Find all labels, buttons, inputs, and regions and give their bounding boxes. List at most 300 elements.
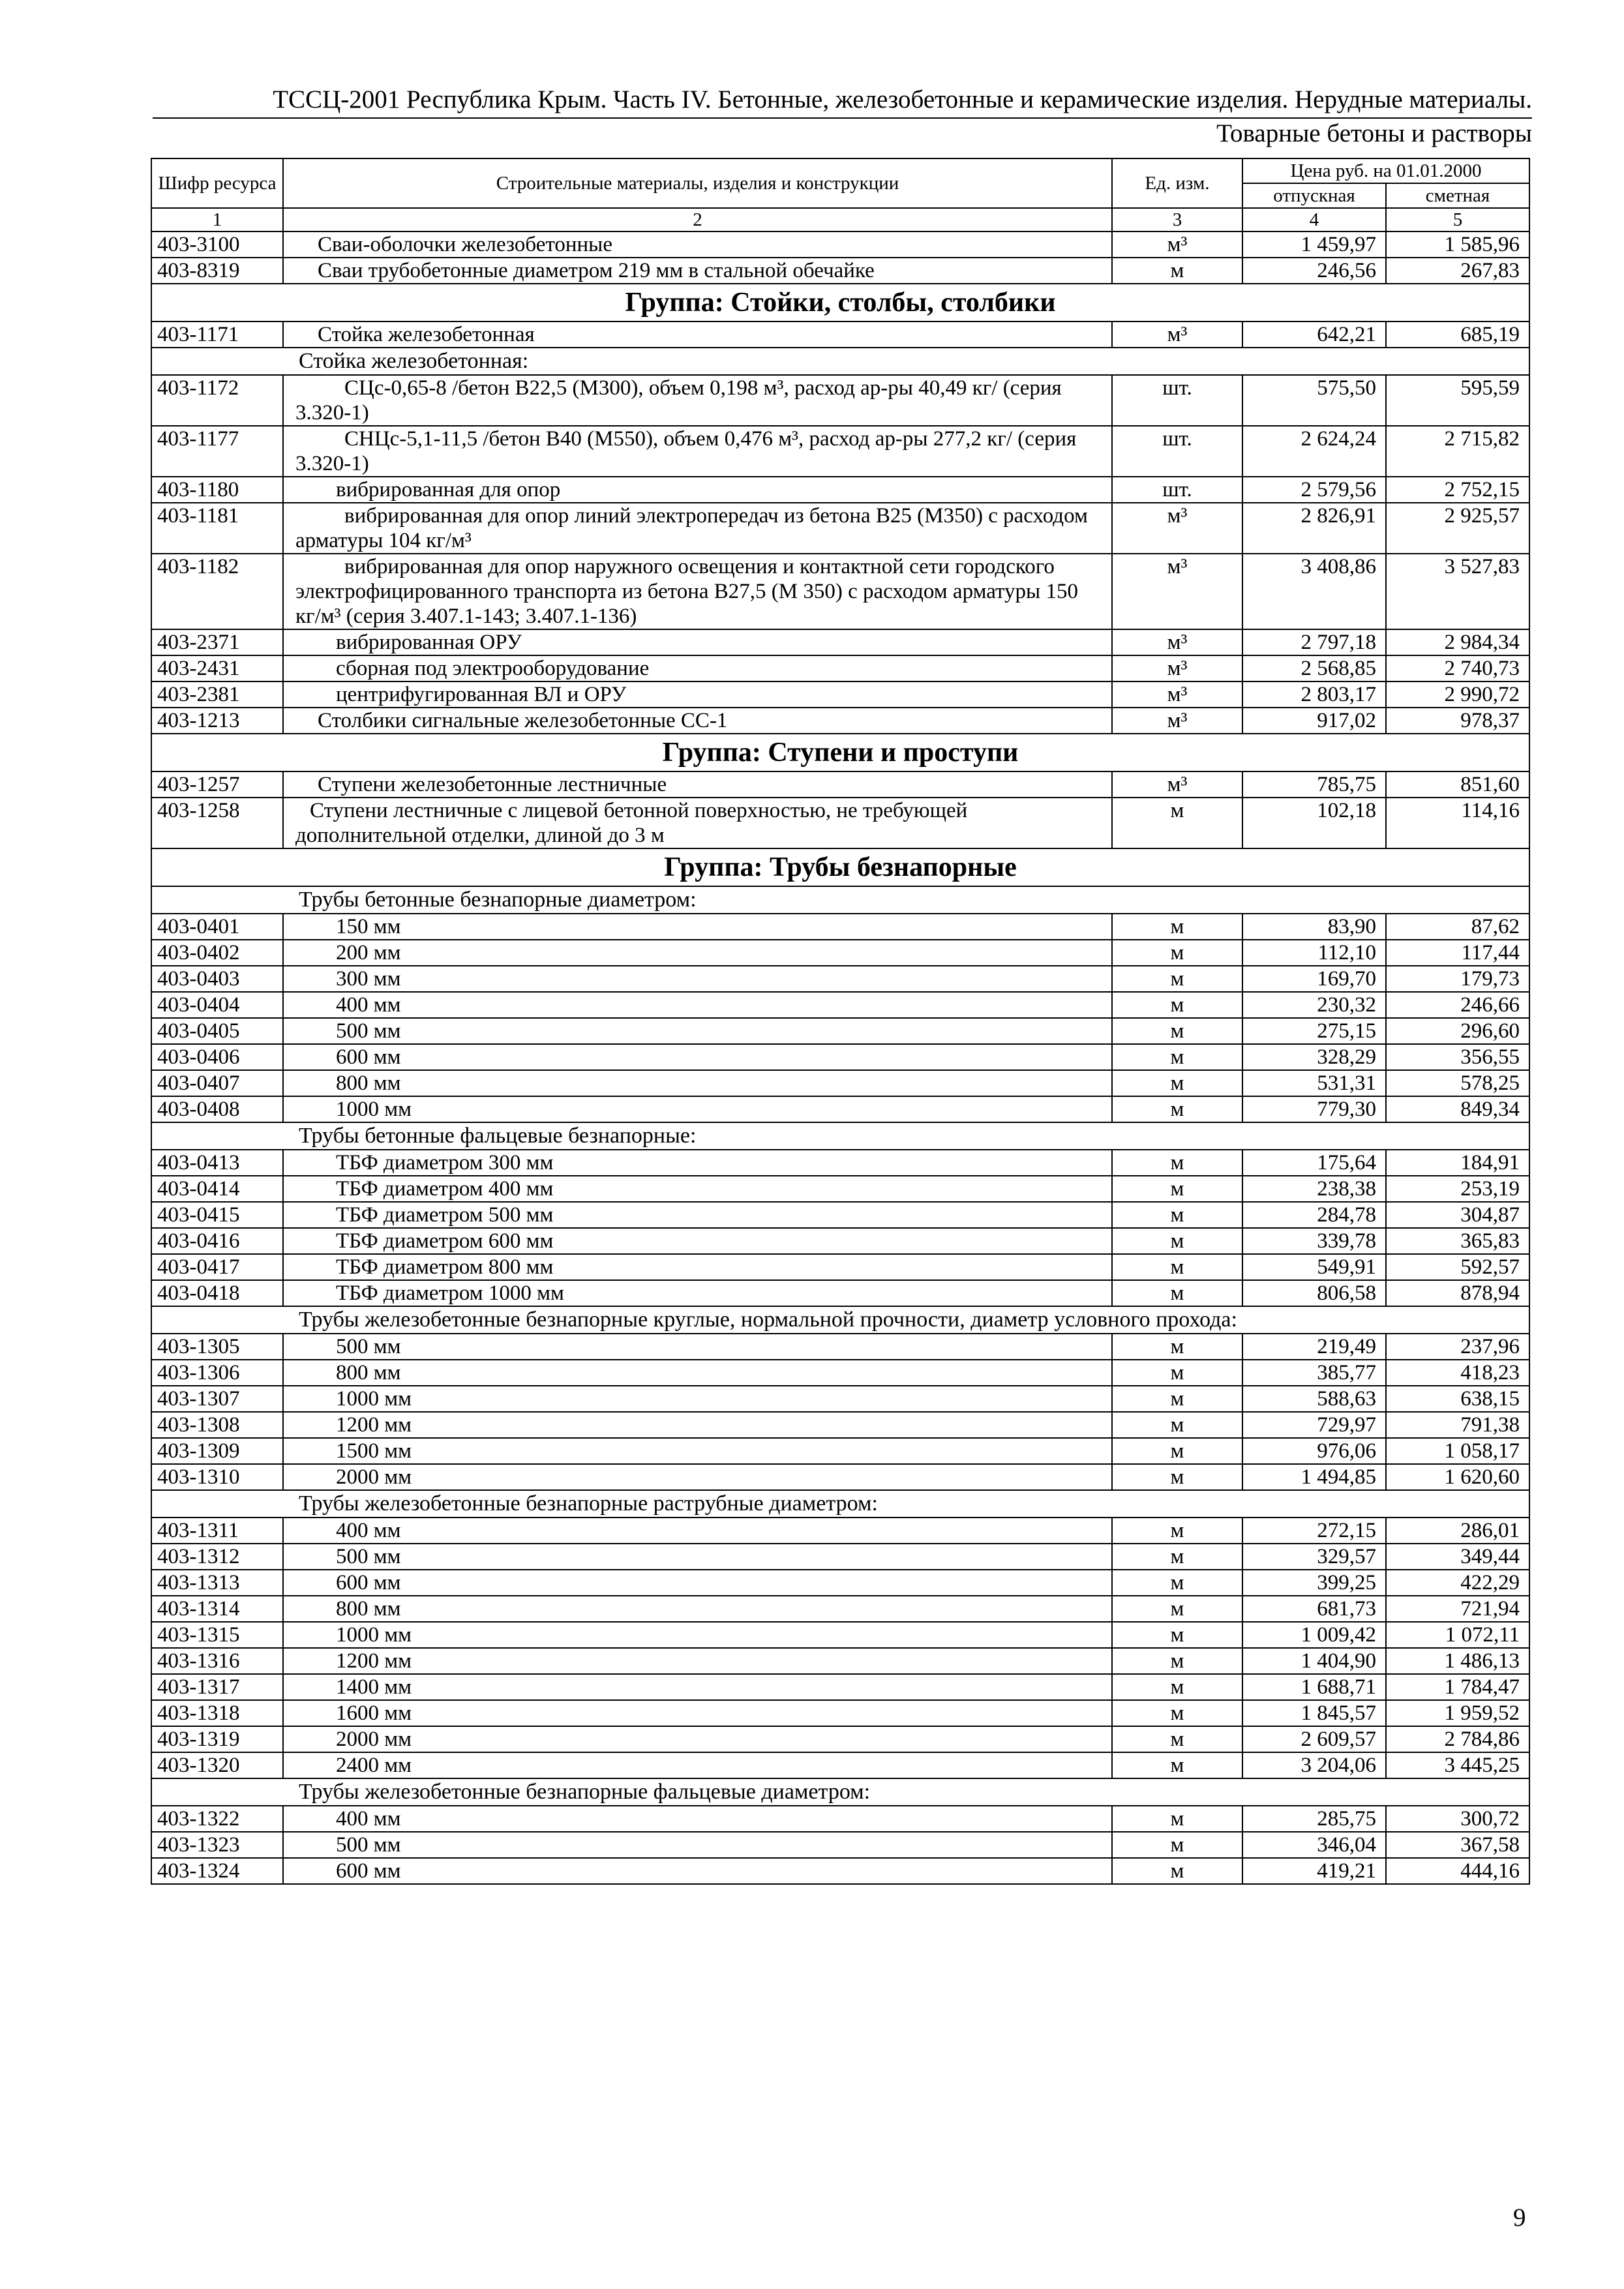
estimate-price-cell: 978,37 bbox=[1386, 708, 1529, 734]
unit-cell: м³ bbox=[1112, 503, 1242, 554]
subheading-row bbox=[151, 1490, 1529, 1518]
estimate-price-cell: 791,38 bbox=[1386, 1412, 1529, 1438]
release-price-cell: 339,78 bbox=[1242, 1228, 1386, 1254]
estimate-price-cell: 2 984,34 bbox=[1386, 629, 1529, 655]
item-name-cell: СЦс-0,65-8 /бетон В22,5 (М300), объем 0,198 м³, расход ар-ры 40,49 кг/ (серия 3.320-1) bbox=[283, 375, 1112, 426]
unit-cell: м bbox=[1112, 1176, 1242, 1202]
release-price-cell: 2 826,91 bbox=[1242, 503, 1386, 554]
item-name-cell: ТБФ диаметром 300 мм bbox=[283, 1150, 1112, 1176]
unit-cell: м bbox=[1112, 1070, 1242, 1096]
release-price-cell: 112,10 bbox=[1242, 940, 1386, 966]
estimate-price-cell: 1 784,47 bbox=[1386, 1674, 1529, 1700]
estimate-price-cell: 2 784,86 bbox=[1386, 1726, 1529, 1752]
unit-cell: м bbox=[1112, 1280, 1242, 1306]
table-row bbox=[151, 1544, 1529, 1570]
unit-cell: м³ bbox=[1112, 232, 1242, 258]
estimate-price-cell: 87,62 bbox=[1386, 914, 1529, 940]
resource-code-cell: 403-0417 bbox=[151, 1254, 283, 1280]
table-row bbox=[151, 1150, 1529, 1176]
item-name-cell: 400 мм bbox=[283, 1806, 1112, 1832]
release-price-cell: 230,32 bbox=[1242, 992, 1386, 1018]
page-number: 9 bbox=[1513, 2204, 1526, 2232]
header-release-price: отпускная bbox=[1242, 183, 1386, 208]
resource-code-cell: 403-2371 bbox=[151, 629, 283, 655]
release-price-cell: 238,38 bbox=[1242, 1176, 1386, 1202]
item-name-cell: Стойка железобетонная bbox=[283, 322, 1112, 348]
resource-code-cell: 403-2381 bbox=[151, 681, 283, 708]
item-name-cell: 500 мм bbox=[283, 1832, 1112, 1858]
item-name-cell: 1600 мм bbox=[283, 1700, 1112, 1726]
subheading-row bbox=[151, 348, 1529, 375]
table-row bbox=[151, 1518, 1529, 1544]
resource-code-cell: 403-0413 bbox=[151, 1150, 283, 1176]
unit-cell: м bbox=[1112, 1832, 1242, 1858]
estimate-price-cell: 3 527,83 bbox=[1386, 554, 1529, 629]
table-row bbox=[151, 1176, 1529, 1202]
estimate-price-cell: 638,15 bbox=[1386, 1386, 1529, 1412]
table-row bbox=[151, 914, 1529, 940]
item-name-cell: ТБФ диаметром 600 мм bbox=[283, 1228, 1112, 1254]
release-price-cell: 575,50 bbox=[1242, 375, 1386, 426]
header-estimate-price: сметная bbox=[1386, 183, 1529, 208]
estimate-price-cell: 422,29 bbox=[1386, 1570, 1529, 1596]
release-price-cell: 399,25 bbox=[1242, 1570, 1386, 1596]
resource-code-cell: 403-1314 bbox=[151, 1596, 283, 1622]
estimate-price-cell: 304,87 bbox=[1386, 1202, 1529, 1228]
unit-cell: м bbox=[1112, 1202, 1242, 1228]
estimate-price-cell: 721,94 bbox=[1386, 1596, 1529, 1622]
item-name-cell: 2000 мм bbox=[283, 1464, 1112, 1490]
release-price-cell: 588,63 bbox=[1242, 1386, 1386, 1412]
item-name-cell: 400 мм bbox=[283, 1518, 1112, 1544]
item-name-cell: вибрированная для опор линий электропередач из бетона В25 (М350) с расходом арматуры 104 кг/м³ bbox=[283, 503, 1112, 554]
resource-code-cell: 403-1310 bbox=[151, 1464, 283, 1490]
resource-code-cell: 403-1181 bbox=[151, 503, 283, 554]
resource-code-cell: 403-1324 bbox=[151, 1858, 283, 1884]
table-row bbox=[151, 1280, 1529, 1306]
release-price-cell: 531,31 bbox=[1242, 1070, 1386, 1096]
unit-cell: м bbox=[1112, 798, 1242, 848]
unit-cell: м bbox=[1112, 914, 1242, 940]
estimate-price-cell: 2 990,72 bbox=[1386, 681, 1529, 708]
item-name-cell: 1500 мм bbox=[283, 1438, 1112, 1464]
release-price-cell: 681,73 bbox=[1242, 1596, 1386, 1622]
item-name-cell: Сваи-оболочки железобетонные bbox=[283, 232, 1112, 258]
table-row bbox=[151, 771, 1529, 798]
item-name-cell: 1400 мм bbox=[283, 1674, 1112, 1700]
table-row bbox=[151, 1832, 1529, 1858]
unit-cell: м bbox=[1112, 1700, 1242, 1726]
unit-cell: м bbox=[1112, 1386, 1242, 1412]
release-price-cell: 385,77 bbox=[1242, 1360, 1386, 1386]
estimate-price-cell: 418,23 bbox=[1386, 1360, 1529, 1386]
table-row bbox=[151, 992, 1529, 1018]
subheading: Трубы железобетонные безнапорные фальцевые диаметром: bbox=[151, 1778, 1529, 1806]
estimate-price-cell: 595,59 bbox=[1386, 375, 1529, 426]
unit-cell: м bbox=[1112, 1438, 1242, 1464]
item-name-cell: вибрированная для опор наружного освещения и контактной сети городского электрофицированного транспорта из бетона В27,5 (М 350) с расходом арматуры 150 кг/м³ (серия 3.407.1-143; 3.407.1-136) bbox=[283, 554, 1112, 629]
table-row bbox=[151, 1596, 1529, 1622]
item-name-cell: Ступени лестничные с лицевой бетонной поверхностью, не требующей дополнительной отделки, длиной до 3 м bbox=[283, 798, 1112, 848]
item-name-cell: 600 мм bbox=[283, 1570, 1112, 1596]
item-name-cell: 150 мм bbox=[283, 914, 1112, 940]
release-price-cell: 2 609,57 bbox=[1242, 1726, 1386, 1752]
unit-cell: м bbox=[1112, 1752, 1242, 1778]
release-price-cell: 2 568,85 bbox=[1242, 655, 1386, 681]
unit-cell: м bbox=[1112, 966, 1242, 992]
estimate-price-cell: 849,34 bbox=[1386, 1096, 1529, 1122]
table-row bbox=[151, 322, 1529, 348]
group-heading: Группа: Ступени и проступи bbox=[151, 734, 1529, 771]
table-row bbox=[151, 629, 1529, 655]
unit-cell: м³ bbox=[1112, 322, 1242, 348]
unit-cell: м bbox=[1112, 940, 1242, 966]
table-row bbox=[151, 1622, 1529, 1648]
resource-code-cell: 403-1323 bbox=[151, 1832, 283, 1858]
estimate-price-cell: 253,19 bbox=[1386, 1176, 1529, 1202]
table-row bbox=[151, 1700, 1529, 1726]
estimate-price-cell: 246,66 bbox=[1386, 992, 1529, 1018]
table-row bbox=[151, 1752, 1529, 1778]
estimate-price-cell: 1 058,17 bbox=[1386, 1438, 1529, 1464]
resource-code-cell: 403-1258 bbox=[151, 798, 283, 848]
release-price-cell: 976,06 bbox=[1242, 1438, 1386, 1464]
estimate-price-cell: 356,55 bbox=[1386, 1044, 1529, 1070]
release-price-cell: 1 404,90 bbox=[1242, 1648, 1386, 1674]
unit-cell: м bbox=[1112, 1334, 1242, 1360]
resource-code-cell: 403-1313 bbox=[151, 1570, 283, 1596]
estimate-price-cell: 685,19 bbox=[1386, 322, 1529, 348]
table-row bbox=[151, 1254, 1529, 1280]
release-price-cell: 806,58 bbox=[1242, 1280, 1386, 1306]
estimate-price-cell: 117,44 bbox=[1386, 940, 1529, 966]
unit-cell: м bbox=[1112, 992, 1242, 1018]
table-row bbox=[151, 1674, 1529, 1700]
table-row bbox=[151, 1360, 1529, 1386]
resource-code-cell: 403-0418 bbox=[151, 1280, 283, 1306]
release-price-cell: 175,64 bbox=[1242, 1150, 1386, 1176]
release-price-cell: 3 408,86 bbox=[1242, 554, 1386, 629]
table-row bbox=[151, 554, 1529, 629]
unit-cell: м bbox=[1112, 1674, 1242, 1700]
item-name-cell: 600 мм bbox=[283, 1044, 1112, 1070]
subheading-row bbox=[151, 1122, 1529, 1150]
item-name-cell: 600 мм bbox=[283, 1858, 1112, 1884]
item-name-cell: ТБФ диаметром 800 мм bbox=[283, 1254, 1112, 1280]
release-price-cell: 346,04 bbox=[1242, 1832, 1386, 1858]
estimate-price-cell: 578,25 bbox=[1386, 1070, 1529, 1096]
release-price-cell: 246,56 bbox=[1242, 258, 1386, 284]
group-heading: Группа: Трубы безнапорные bbox=[151, 848, 1529, 886]
item-name-cell: 800 мм bbox=[283, 1596, 1112, 1622]
table-row bbox=[151, 1386, 1529, 1412]
table-row bbox=[151, 258, 1529, 284]
header-name: Строительные материалы, изделия и конструкции bbox=[283, 158, 1112, 208]
unit-cell: м bbox=[1112, 1018, 1242, 1044]
resource-code-cell: 403-1213 bbox=[151, 708, 283, 734]
unit-cell: м bbox=[1112, 1254, 1242, 1280]
resource-code-cell: 403-0414 bbox=[151, 1176, 283, 1202]
unit-cell: м bbox=[1112, 1044, 1242, 1070]
resource-code-cell: 403-1320 bbox=[151, 1752, 283, 1778]
release-price-cell: 779,30 bbox=[1242, 1096, 1386, 1122]
item-name-cell: 1000 мм bbox=[283, 1622, 1112, 1648]
resource-code-cell: 403-1315 bbox=[151, 1622, 283, 1648]
estimate-price-cell: 365,83 bbox=[1386, 1228, 1529, 1254]
table-row bbox=[151, 966, 1529, 992]
unit-cell: шт. bbox=[1112, 426, 1242, 477]
estimate-price-cell: 2 740,73 bbox=[1386, 655, 1529, 681]
header-title: ТССЦ-2001 Республика Крым. Часть IV. Бетонные, железобетонные и керамические изделия. Нерудные материалы. bbox=[273, 85, 1532, 113]
unit-cell: м bbox=[1112, 1726, 1242, 1752]
item-name-cell: 500 мм bbox=[283, 1544, 1112, 1570]
release-price-cell: 2 579,56 bbox=[1242, 477, 1386, 503]
subheading-row bbox=[151, 886, 1529, 914]
estimate-price-cell: 444,16 bbox=[1386, 1858, 1529, 1884]
estimate-price-cell: 878,94 bbox=[1386, 1280, 1529, 1306]
item-name-cell: центрифугированная ВЛ и ОРУ bbox=[283, 681, 1112, 708]
table-row bbox=[151, 798, 1529, 848]
resource-code-cell: 403-1171 bbox=[151, 322, 283, 348]
unit-cell: м bbox=[1112, 1228, 1242, 1254]
table-row bbox=[151, 1726, 1529, 1752]
release-price-cell: 328,29 bbox=[1242, 1044, 1386, 1070]
table-row bbox=[151, 1228, 1529, 1254]
table-row bbox=[151, 477, 1529, 503]
table-row bbox=[151, 1570, 1529, 1596]
estimate-price-cell: 851,60 bbox=[1386, 771, 1529, 798]
unit-cell: м bbox=[1112, 1096, 1242, 1122]
unit-cell: м bbox=[1112, 1150, 1242, 1176]
resource-code-cell: 403-1317 bbox=[151, 1674, 283, 1700]
resource-code-cell: 403-0405 bbox=[151, 1018, 283, 1044]
col-number: 1 bbox=[151, 208, 283, 232]
table-row bbox=[151, 655, 1529, 681]
running-header bbox=[153, 85, 1532, 149]
table-row bbox=[151, 1438, 1529, 1464]
subheading: Трубы железобетонные безнапорные раструбные диаметром: bbox=[151, 1490, 1529, 1518]
unit-cell: м bbox=[1112, 1544, 1242, 1570]
resource-code-cell: 403-1316 bbox=[151, 1648, 283, 1674]
estimate-price-cell: 179,73 bbox=[1386, 966, 1529, 992]
item-name-cell: ТБФ диаметром 500 мм bbox=[283, 1202, 1112, 1228]
item-name-cell: ТБФ диаметром 400 мм bbox=[283, 1176, 1112, 1202]
group-heading-row bbox=[151, 848, 1529, 886]
table-body bbox=[151, 232, 1529, 1884]
unit-cell: м bbox=[1112, 1648, 1242, 1674]
unit-cell: м bbox=[1112, 1858, 1242, 1884]
unit-cell: м³ bbox=[1112, 554, 1242, 629]
subheading: Трубы железобетонные безнапорные круглые, нормальной прочности, диаметр условного прохода: bbox=[151, 1306, 1529, 1334]
price-table bbox=[151, 158, 1530, 1885]
item-name-cell: ТБФ диаметром 1000 мм bbox=[283, 1280, 1112, 1306]
release-price-cell: 419,21 bbox=[1242, 1858, 1386, 1884]
table-row bbox=[151, 1202, 1529, 1228]
estimate-price-cell: 1 486,13 bbox=[1386, 1648, 1529, 1674]
resource-code-cell: 403-1257 bbox=[151, 771, 283, 798]
resource-code-cell: 403-0402 bbox=[151, 940, 283, 966]
resource-code-cell: 403-1177 bbox=[151, 426, 283, 477]
release-price-cell: 275,15 bbox=[1242, 1018, 1386, 1044]
estimate-price-cell: 286,01 bbox=[1386, 1518, 1529, 1544]
release-price-cell: 2 797,18 bbox=[1242, 629, 1386, 655]
subheading: Трубы бетонные фальцевые безнапорные: bbox=[151, 1122, 1529, 1150]
release-price-cell: 549,91 bbox=[1242, 1254, 1386, 1280]
estimate-price-cell: 300,72 bbox=[1386, 1806, 1529, 1832]
estimate-price-cell: 2 715,82 bbox=[1386, 426, 1529, 477]
unit-cell: м bbox=[1112, 1464, 1242, 1490]
estimate-price-cell: 296,60 bbox=[1386, 1018, 1529, 1044]
group-heading-row bbox=[151, 284, 1529, 322]
col-number: 4 bbox=[1242, 208, 1386, 232]
item-name-cell: 400 мм bbox=[283, 992, 1112, 1018]
item-name-cell: 1000 мм bbox=[283, 1096, 1112, 1122]
release-price-cell: 1 459,97 bbox=[1242, 232, 1386, 258]
release-price-cell: 2 803,17 bbox=[1242, 681, 1386, 708]
release-price-cell: 1 845,57 bbox=[1242, 1700, 1386, 1726]
unit-cell: м bbox=[1112, 1360, 1242, 1386]
table-row bbox=[151, 1806, 1529, 1832]
resource-code-cell: 403-1319 bbox=[151, 1726, 283, 1752]
item-name-cell: сборная под электрооборудование bbox=[283, 655, 1112, 681]
estimate-price-cell: 237,96 bbox=[1386, 1334, 1529, 1360]
table-row bbox=[151, 1464, 1529, 1490]
table-row bbox=[151, 681, 1529, 708]
estimate-price-cell: 349,44 bbox=[1386, 1544, 1529, 1570]
table-row bbox=[151, 1018, 1529, 1044]
table-row bbox=[151, 375, 1529, 426]
item-name-cell: 2000 мм bbox=[283, 1726, 1112, 1752]
item-name-cell: 1200 мм bbox=[283, 1648, 1112, 1674]
table-row bbox=[151, 1070, 1529, 1096]
resource-code-cell: 403-0403 bbox=[151, 966, 283, 992]
table-row bbox=[151, 708, 1529, 734]
unit-cell: м³ bbox=[1112, 681, 1242, 708]
resource-code-cell: 403-0404 bbox=[151, 992, 283, 1018]
unit-cell: м bbox=[1112, 1596, 1242, 1622]
col-number: 3 bbox=[1112, 208, 1242, 232]
table-row bbox=[151, 1858, 1529, 1884]
unit-cell: шт. bbox=[1112, 477, 1242, 503]
estimate-price-cell: 1 620,60 bbox=[1386, 1464, 1529, 1490]
group-heading: Группа: Стойки, столбы, столбики bbox=[151, 284, 1529, 322]
resource-code-cell: 403-1307 bbox=[151, 1386, 283, 1412]
release-price-cell: 285,75 bbox=[1242, 1806, 1386, 1832]
item-name-cell: вибрированная для опор bbox=[283, 477, 1112, 503]
resource-code-cell: 403-1182 bbox=[151, 554, 283, 629]
estimate-price-cell: 3 445,25 bbox=[1386, 1752, 1529, 1778]
estimate-price-cell: 1 585,96 bbox=[1386, 232, 1529, 258]
item-name-cell: 500 мм bbox=[283, 1334, 1112, 1360]
estimate-price-cell: 184,91 bbox=[1386, 1150, 1529, 1176]
item-name-cell: Столбики сигнальные железобетонные СС-1 bbox=[283, 708, 1112, 734]
header-price: Цена руб. на 01.01.2000 bbox=[1242, 158, 1529, 183]
item-name-cell: 1000 мм bbox=[283, 1386, 1112, 1412]
unit-cell: м bbox=[1112, 1570, 1242, 1596]
estimate-price-cell: 2 925,57 bbox=[1386, 503, 1529, 554]
resource-code-cell: 403-3100 bbox=[151, 232, 283, 258]
col-number: 2 bbox=[283, 208, 1112, 232]
release-price-cell: 329,57 bbox=[1242, 1544, 1386, 1570]
resource-code-cell: 403-0401 bbox=[151, 914, 283, 940]
resource-code-cell: 403-0415 bbox=[151, 1202, 283, 1228]
unit-cell: м bbox=[1112, 1518, 1242, 1544]
unit-cell: м³ bbox=[1112, 629, 1242, 655]
table-row bbox=[151, 1096, 1529, 1122]
resource-code-cell: 403-1311 bbox=[151, 1518, 283, 1544]
unit-cell: м bbox=[1112, 258, 1242, 284]
subheading-row bbox=[151, 1778, 1529, 1806]
subheading: Трубы бетонные безнапорные диаметром: bbox=[151, 886, 1529, 914]
item-name-cell: 800 мм bbox=[283, 1360, 1112, 1386]
resource-code-cell: 403-0406 bbox=[151, 1044, 283, 1070]
item-name-cell: 300 мм bbox=[283, 966, 1112, 992]
table-row bbox=[151, 232, 1529, 258]
col-number: 5 bbox=[1386, 208, 1529, 232]
resource-code-cell: 403-1309 bbox=[151, 1438, 283, 1464]
table-row bbox=[151, 503, 1529, 554]
release-price-cell: 2 624,24 bbox=[1242, 426, 1386, 477]
estimate-price-cell: 267,83 bbox=[1386, 258, 1529, 284]
unit-cell: м³ bbox=[1112, 655, 1242, 681]
release-price-cell: 729,97 bbox=[1242, 1412, 1386, 1438]
subheading-row bbox=[151, 1306, 1529, 1334]
release-price-cell: 169,70 bbox=[1242, 966, 1386, 992]
release-price-cell: 917,02 bbox=[1242, 708, 1386, 734]
release-price-cell: 3 204,06 bbox=[1242, 1752, 1386, 1778]
table-row bbox=[151, 1648, 1529, 1674]
resource-code-cell: 403-2431 bbox=[151, 655, 283, 681]
resource-code-cell: 403-0407 bbox=[151, 1070, 283, 1096]
table-row bbox=[151, 426, 1529, 477]
unit-cell: шт. bbox=[1112, 375, 1242, 426]
release-price-cell: 1 494,85 bbox=[1242, 1464, 1386, 1490]
item-name-cell: Сваи трубобетонные диаметром 219 мм в стальной обечайке bbox=[283, 258, 1112, 284]
table-row bbox=[151, 1334, 1529, 1360]
resource-code-cell: 403-1308 bbox=[151, 1412, 283, 1438]
item-name-cell: 800 мм bbox=[283, 1070, 1112, 1096]
resource-code-cell: 403-1306 bbox=[151, 1360, 283, 1386]
resource-code-cell: 403-1180 bbox=[151, 477, 283, 503]
resource-code-cell: 403-8319 bbox=[151, 258, 283, 284]
resource-code-cell: 403-1318 bbox=[151, 1700, 283, 1726]
subheading: Стойка железобетонная: bbox=[151, 348, 1529, 375]
release-price-cell: 83,90 bbox=[1242, 914, 1386, 940]
resource-code-cell: 403-0416 bbox=[151, 1228, 283, 1254]
release-price-cell: 785,75 bbox=[1242, 771, 1386, 798]
release-price-cell: 102,18 bbox=[1242, 798, 1386, 848]
estimate-price-cell: 2 752,15 bbox=[1386, 477, 1529, 503]
unit-cell: м bbox=[1112, 1622, 1242, 1648]
estimate-price-cell: 367,58 bbox=[1386, 1832, 1529, 1858]
estimate-price-cell: 1 959,52 bbox=[1386, 1700, 1529, 1726]
resource-code-cell: 403-1305 bbox=[151, 1334, 283, 1360]
unit-cell: м³ bbox=[1112, 708, 1242, 734]
estimate-price-cell: 114,16 bbox=[1386, 798, 1529, 848]
estimate-price-cell: 592,57 bbox=[1386, 1254, 1529, 1280]
estimate-price-cell: 1 072,11 bbox=[1386, 1622, 1529, 1648]
release-price-cell: 1 009,42 bbox=[1242, 1622, 1386, 1648]
item-name-cell: 200 мм bbox=[283, 940, 1112, 966]
release-price-cell: 284,78 bbox=[1242, 1202, 1386, 1228]
release-price-cell: 272,15 bbox=[1242, 1518, 1386, 1544]
unit-cell: м³ bbox=[1112, 771, 1242, 798]
resource-code-cell: 403-0408 bbox=[151, 1096, 283, 1122]
unit-cell: м bbox=[1112, 1412, 1242, 1438]
group-heading-row bbox=[151, 734, 1529, 771]
unit-cell: м bbox=[1112, 1806, 1242, 1832]
table-row bbox=[151, 1412, 1529, 1438]
